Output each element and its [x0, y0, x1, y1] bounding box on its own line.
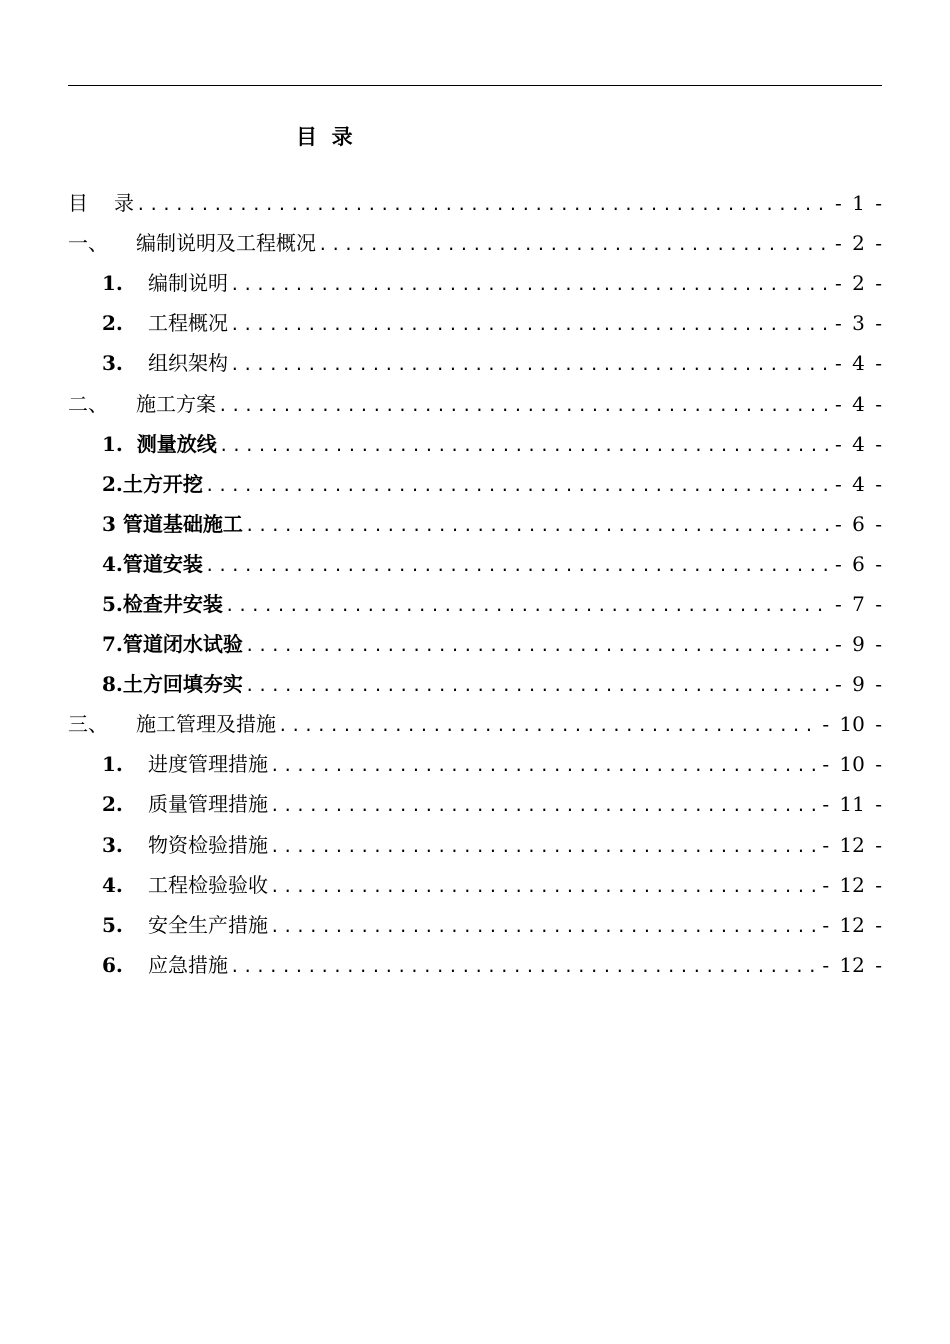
toc-entry[interactable]	[68, 865, 882, 905]
toc-entry[interactable]	[68, 905, 882, 945]
toc-entry-number: 三、	[68, 712, 108, 737]
toc-entry[interactable]	[68, 303, 882, 343]
toc-entry-page: - 11 -	[822, 792, 882, 817]
toc-entry-label: 施工管理及措施	[136, 712, 276, 737]
toc-entry-label: 8.土方回填夯实	[102, 672, 243, 697]
toc-entry[interactable]	[68, 624, 882, 664]
toc-entry-page: - 7 -	[835, 591, 882, 616]
toc-entry-page: - 3 -	[835, 311, 882, 336]
toc-entry-page: - 2 -	[835, 271, 882, 296]
toc-entry-number: 5.	[102, 912, 123, 937]
dot-leader	[268, 867, 816, 907]
toc-entry-number: 1.	[102, 271, 123, 296]
toc-entry-label: 2.土方开挖	[102, 471, 203, 496]
toc-entry-number: 3.	[102, 832, 123, 857]
toc-entry-label: 组织架构	[148, 351, 228, 376]
toc-entry-label: 应急措施	[148, 952, 228, 977]
toc-entry-page: - 10 -	[822, 712, 882, 737]
toc-entry-number: 1.	[102, 752, 123, 777]
dot-leader	[216, 386, 829, 426]
toc-entry-label: 物资检验措施	[148, 832, 268, 857]
toc-entry-page: - 12 -	[822, 912, 882, 937]
toc-entry[interactable]	[68, 424, 882, 464]
dot-leader	[217, 426, 829, 466]
toc-entry[interactable]	[68, 263, 882, 303]
toc-entry-number: 一、	[68, 231, 108, 256]
toc-entry-label: 5.检查井安装	[102, 591, 223, 616]
dot-leader	[268, 746, 816, 786]
toc-entry[interactable]	[68, 784, 882, 824]
toc-entry-label: 进度管理措施	[148, 752, 268, 777]
toc-entry[interactable]	[68, 704, 882, 744]
toc-entry-page: - 6 -	[835, 551, 882, 576]
toc-entry[interactable]	[68, 584, 882, 624]
dot-leader	[268, 907, 816, 947]
toc-entry-label: 编制说明	[148, 271, 228, 296]
toc-entry[interactable]	[68, 504, 882, 544]
toc-entry[interactable]	[68, 343, 882, 383]
toc-entry-number: 2.	[102, 792, 123, 817]
toc-entry-page: - 2 -	[835, 231, 882, 256]
toc-entry[interactable]	[68, 183, 882, 223]
toc-entry[interactable]	[68, 464, 882, 504]
toc-entry-number: 2.	[102, 311, 123, 336]
toc-entry-label: 4.管道安装	[102, 551, 203, 576]
dot-leader	[276, 706, 816, 746]
table-of-contents	[68, 183, 882, 985]
toc-entry-label: 安全生产措施	[148, 912, 268, 937]
toc-entry-label: 工程概况	[148, 311, 228, 336]
dot-leader	[228, 305, 829, 345]
toc-entry-page: - 10 -	[822, 752, 882, 777]
toc-entry-page: - 1 -	[835, 191, 882, 216]
toc-entry-number: 6.	[102, 952, 123, 977]
toc-entry-label: 工程检验验收	[148, 872, 268, 897]
toc-entry-label: 3 管道基础施工	[102, 511, 243, 536]
toc-entry[interactable]	[68, 825, 882, 865]
dot-leader	[268, 786, 816, 826]
dot-leader	[228, 947, 816, 987]
dot-leader	[203, 466, 829, 506]
dot-leader	[316, 225, 829, 265]
toc-entry[interactable]	[68, 544, 882, 584]
toc-entry-label: 1. 测量放线	[102, 431, 217, 456]
page-title: 目 录	[296, 124, 353, 149]
toc-entry-page: - 9 -	[835, 632, 882, 657]
dot-leader	[243, 626, 829, 666]
toc-entry-page: - 4 -	[835, 351, 882, 376]
toc-entry-page: - 4 -	[835, 391, 882, 416]
dot-leader	[243, 666, 829, 706]
dot-leader	[203, 546, 829, 586]
toc-entry-label: 编制说明及工程概况	[136, 231, 316, 256]
toc-entry-page: - 4 -	[835, 431, 882, 456]
dot-leader	[223, 586, 829, 626]
toc-entry-number: 4.	[102, 872, 123, 897]
toc-entry[interactable]	[68, 223, 882, 263]
toc-entry-number: 二、	[68, 391, 108, 416]
toc-entry-number: 3.	[102, 351, 123, 376]
toc-entry-number: 目	[68, 191, 88, 216]
dot-leader	[134, 185, 829, 225]
toc-entry-label: 录	[114, 191, 134, 216]
toc-entry-page: - 12 -	[822, 872, 882, 897]
toc-entry-label: 施工方案	[136, 391, 216, 416]
toc-entry-page: - 9 -	[835, 672, 882, 697]
toc-entry[interactable]	[68, 383, 882, 423]
toc-entry-page: - 6 -	[835, 511, 882, 536]
toc-entry-page: - 12 -	[822, 832, 882, 857]
dot-leader	[268, 827, 816, 867]
toc-entry[interactable]	[68, 744, 882, 784]
dot-leader	[228, 265, 829, 305]
header-rule	[68, 85, 882, 86]
dot-leader	[228, 345, 829, 385]
dot-leader	[243, 506, 829, 546]
toc-entry[interactable]	[68, 664, 882, 704]
toc-entry-page: - 4 -	[835, 471, 882, 496]
toc-entry-page: - 12 -	[822, 952, 882, 977]
toc-entry[interactable]	[68, 945, 882, 985]
toc-entry-label: 7.管道闭水试验	[102, 632, 243, 657]
toc-entry-label: 质量管理措施	[148, 792, 268, 817]
